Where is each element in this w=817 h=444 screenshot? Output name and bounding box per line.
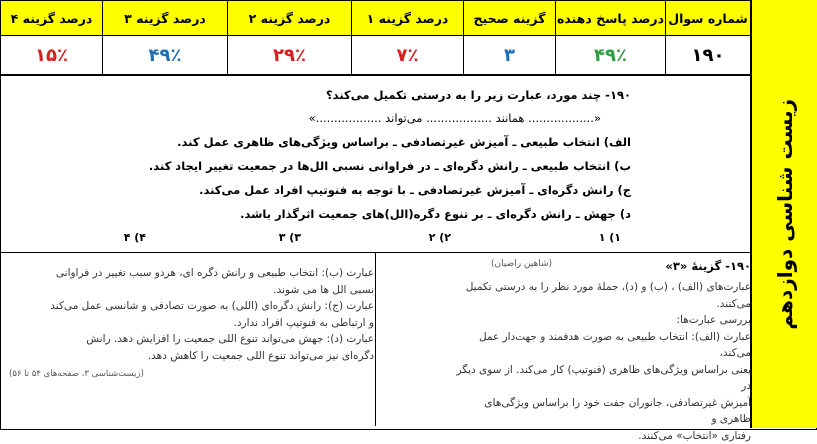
- answer-title: ۱۹۰- گزینهٔ «۳»: [665, 259, 751, 273]
- answer-line: و ارتباطی به فنوتیپ افراد ندارد.: [9, 315, 374, 332]
- question-blank: «.................. همانند .................. می‌تواند ..................»: [309, 111, 601, 125]
- value-option-2: ۲۹٪: [228, 36, 352, 75]
- option-1: ۱) ۱: [599, 231, 621, 244]
- answer-line: می‌کنند.: [451, 296, 751, 313]
- option-4: ۴) ۴: [124, 231, 146, 244]
- answer-line: عبارت (د): جهش می‌تواند تنوع اللی جمعیت را افزایش دهد. رانش: [9, 331, 374, 348]
- stats-table: [0, 0, 751, 75]
- answer-line: یعنی براساس ویژگی‌های ظاهری (فنوتیپ) کار می‌کند. از سوی دیگر در: [451, 362, 751, 395]
- header-option-1: درصد گزینه ۱: [352, 1, 464, 36]
- answer-line: عبارت (الف): انتخاب طبیعی به صورت هدفمند و جهت‌دار عمل می‌کند،: [451, 329, 751, 362]
- question-stem: ۱۹۰- چند مورد، عبارت زیر را به درستی تکمیل می‌کند؟: [326, 88, 631, 102]
- answer-line: بررسی عبارت‌ها:: [451, 312, 751, 329]
- header-option-3: درصد گزینه ۳: [103, 1, 228, 36]
- header-question-number: شماره سوال: [666, 1, 751, 36]
- answer-header: [451, 259, 751, 279]
- question-item-b: ب) انتخاب طبیعی ـ رانش دگره‌ای ـ در فراوانی نسبی الل‌ها در جمعیت تغییر ایجاد کند.: [149, 159, 631, 173]
- answer-line: عبارت‌های (الف) ، (ب) و (د)، جملهٔ مورد نظر را به درستی تکمیل: [451, 279, 751, 296]
- answer-reference: (زیست‌شناسی ۳، صفحه‌های ۵۴ تا ۵۶): [9, 366, 374, 383]
- question-item-a: الف) انتخاب طبیعی ـ آمیزش غیرتصادفی ـ براساس ویژگی‌های ظاهری عمل کند.: [177, 135, 631, 149]
- answer-author: (شاهین راضیان): [491, 259, 552, 269]
- answer-line: آمیزش غیرتصادفی، جانوران جفت خود را براساس ویژگی‌های ظاهری و: [451, 395, 751, 428]
- header-respondents: درصد پاسخ دهنده: [556, 1, 666, 36]
- value-question-number: ۱۹۰: [666, 36, 751, 75]
- header-option-2: درصد گزینه ۲: [228, 1, 352, 36]
- question-block: [0, 75, 751, 253]
- header-correct-option: گزینه صحیح: [464, 1, 556, 36]
- value-option-4: ۱۵٪: [1, 36, 103, 75]
- option-3: ۳) ۳: [279, 231, 301, 244]
- stats-header-row: [1, 1, 751, 36]
- answer-line: عبارت (ج): رانش دگره‌ای (اللی) به صورت تصادفی و شانسی عمل می‌کند: [9, 298, 374, 315]
- answer-divider: [375, 253, 376, 426]
- header-option-4: درصد گزینه ۴: [1, 1, 103, 36]
- answer-line: نسبی الل ها می شوند.: [9, 282, 374, 299]
- answer-left-column: [9, 253, 374, 438]
- value-correct-option: ۳: [464, 36, 556, 75]
- question-item-c: ج) رانش دگره‌ای ـ آمیزش غیرتصادفی ـ با توجه به فنوتیپ افراد عمل می‌کند.: [199, 183, 631, 197]
- option-2: ۲) ۲: [429, 231, 451, 244]
- answer-line: رفتاری «انتخاب» می‌کنند.: [451, 428, 751, 444]
- value-respondents: ۴۹٪: [556, 36, 666, 75]
- value-option-1: ۷٪: [352, 36, 464, 75]
- subject-title: زیست شناسی دوازدهم: [773, 99, 797, 330]
- subject-sidebar: [750, 0, 817, 428]
- answer-line: دگره‌ای نیز می‌تواند تنوع اللی جمعیت را کاهش دهد.: [9, 348, 374, 365]
- value-option-3: ۴۹٪: [103, 36, 228, 75]
- answer-line: عبارت (ب): انتخاب طبیعی و رانش دگره ای، هردو سبب تغییر در فراوانی: [9, 265, 374, 282]
- answer-right-column: [451, 253, 751, 432]
- stats-value-row: [1, 36, 751, 75]
- question-item-d: د) جهش ـ رانش دگره‌ای ـ بر تنوع دگره‌(الل)های جمعیت اثرگذار باشد.: [240, 207, 631, 221]
